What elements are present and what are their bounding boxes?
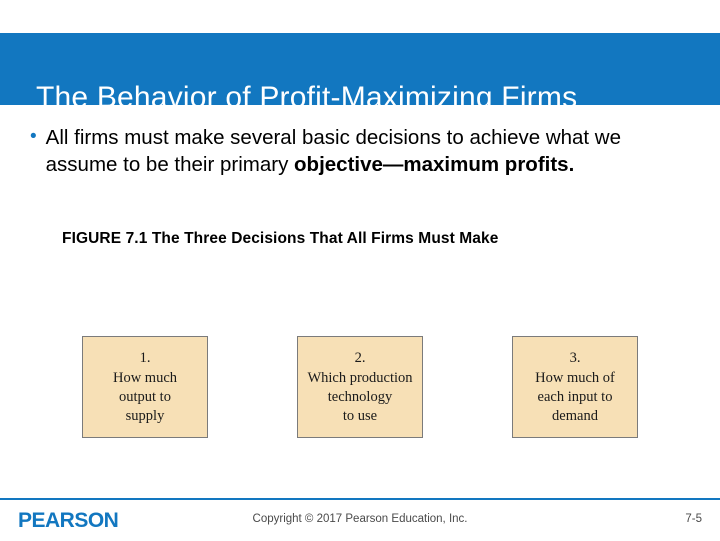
slide-number: 7-5	[685, 513, 702, 525]
decision-box-3-text	[535, 369, 615, 426]
decision-box-1-number: 1.	[139, 349, 151, 366]
bullet-text	[46, 124, 696, 178]
decision-box-1-line-2: output to	[119, 388, 171, 405]
decision-box-1-text	[113, 369, 177, 426]
figure-caption: FIGURE 7.1 The Three Decisions That All Firms Must Make	[62, 230, 499, 247]
decision-box-2	[297, 336, 423, 438]
decision-box-2-line-1: Which production	[307, 369, 413, 386]
decision-box-1-line-1: How much	[112, 369, 178, 386]
decision-box-2-line-2: technology	[327, 388, 393, 405]
decision-box-3-number: 3.	[569, 349, 581, 366]
bullet-marker-icon: •	[30, 126, 37, 147]
decision-box-2-number: 2.	[354, 349, 366, 366]
slide-top-margin	[0, 0, 720, 33]
decision-box-3-line-3: demand	[552, 407, 598, 424]
publisher-logo: PEARSON	[18, 509, 119, 532]
decision-box-1-line-3: supply	[125, 407, 165, 424]
title-banner	[0, 33, 720, 114]
decision-box-2-text	[307, 369, 412, 426]
bullet-text-emphasis: objective—maximum profits.	[294, 153, 575, 176]
decision-diagram	[82, 336, 638, 438]
decision-box-3	[512, 336, 638, 438]
page-title: The Behavior of Profit-Maximizing Firms	[36, 81, 578, 114]
decision-box-2-line-3: to use	[342, 407, 378, 424]
copyright-notice: Copyright © 2017 Pearson Education, Inc.	[252, 513, 468, 525]
decision-box-3-line-2: each input to	[537, 388, 613, 405]
decision-box-3-line-1: How much of	[535, 369, 615, 386]
bullet-text-plain: All firms must make several basic decisions to achieve what we assume to be their primary	[45, 126, 622, 176]
decision-box-1	[82, 336, 208, 438]
bullet-item	[30, 124, 696, 178]
